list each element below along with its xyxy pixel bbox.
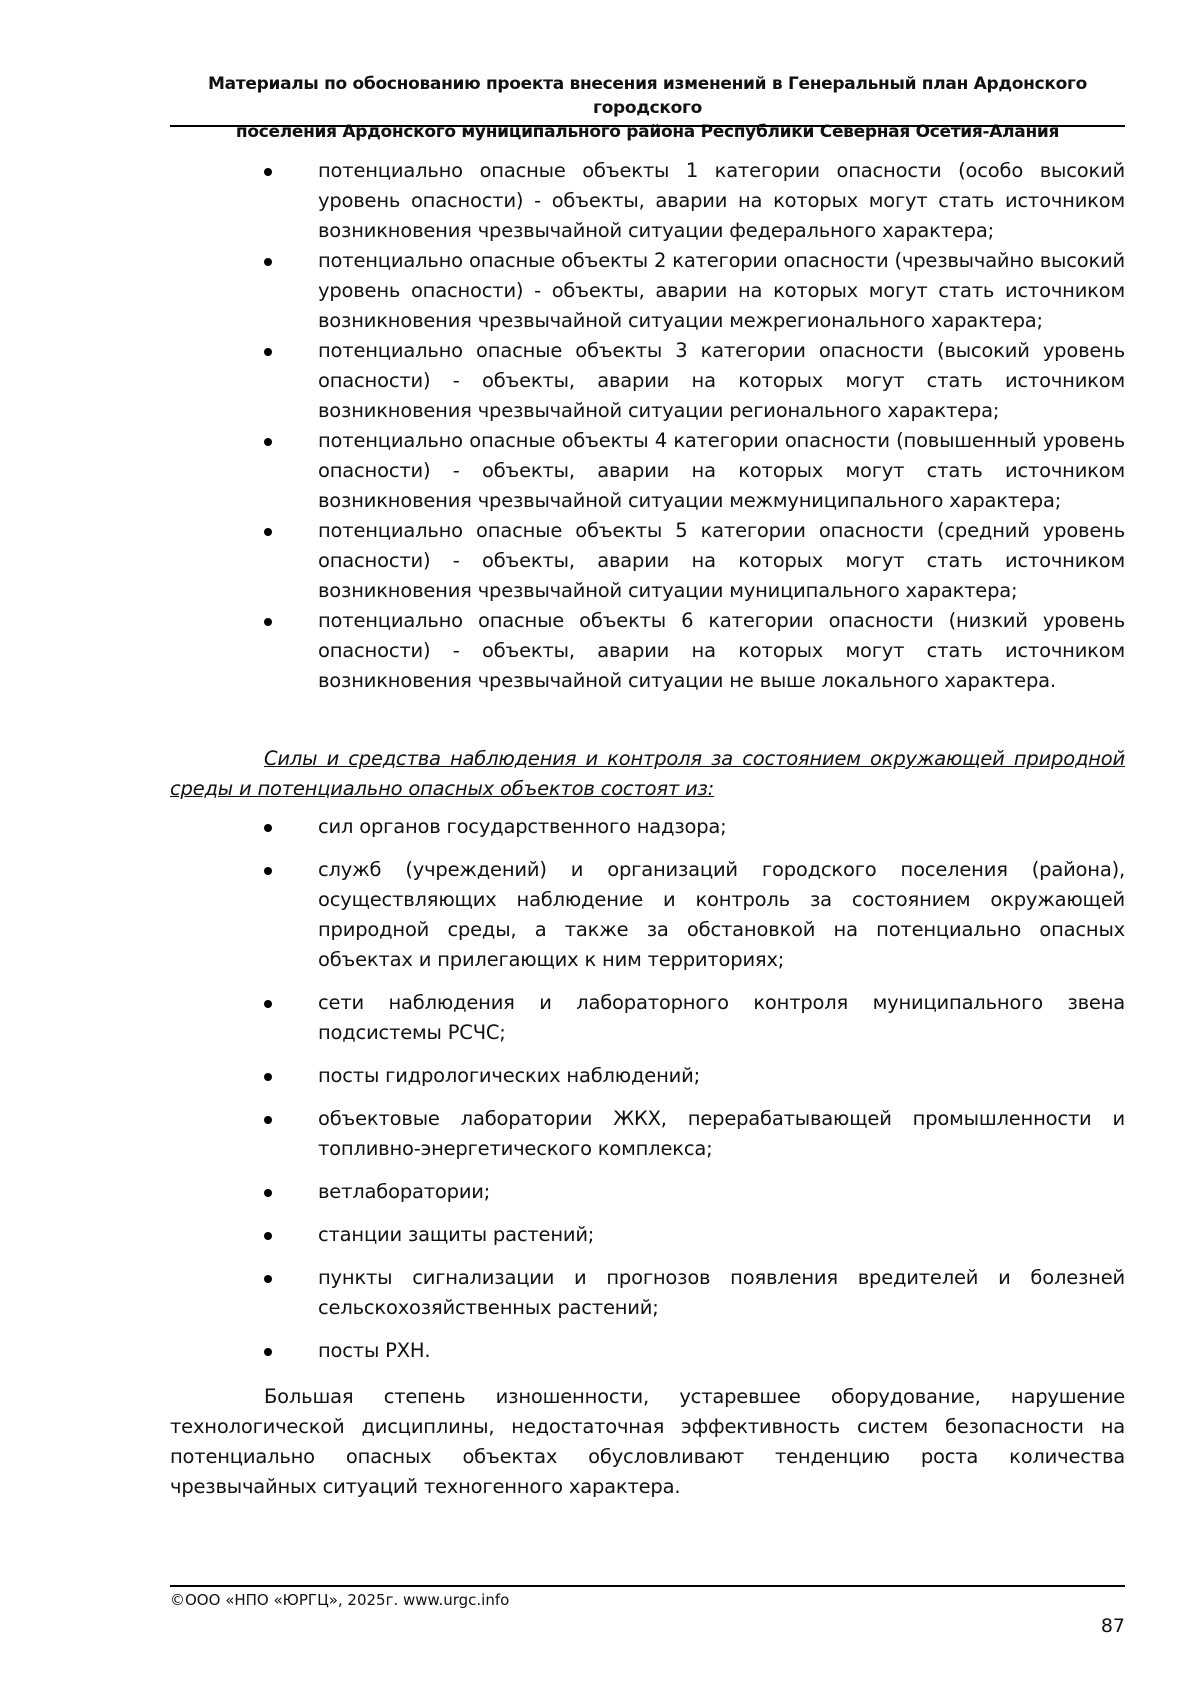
header-line-2: поселения Ардонского муниципального района Республики Северная Осетия-Алания xyxy=(235,122,1060,142)
page-number: 87 xyxy=(1100,1615,1125,1637)
forces-heading: Силы и средства наблюдения и контроля за состоянием окружающей природной среды и потенциально опасных объектов состоят из: xyxy=(170,747,1125,800)
list-item: посты РХН. xyxy=(170,1336,1125,1366)
list-item: сил органов государственного надзора; xyxy=(170,812,1125,842)
header-divider xyxy=(170,125,1125,127)
closing-paragraph: Большая степень изношенности, устаревшее оборудование, нарушение технологической дисциплины, недостаточная эффективность систем безопасности на потенциально опасных объектах обусловливают тенденцию роста количества чрезвычайных ситуаций техногенного характера. xyxy=(170,1385,1125,1498)
forces-list xyxy=(170,812,1125,1379)
bullet-icon xyxy=(264,1348,272,1356)
hazard-category-list xyxy=(170,156,1125,696)
list-item: потенциально опасные объекты 4 категории опасности (повышенный уровень опасности) - объекты, аварии на которых могут стать источником возникновения чрезвычайной ситуации межмуниципального характера; xyxy=(170,426,1125,516)
list-item: потенциально опасные объекты 6 категории опасности (низкий уровень опасности) - объекты, аварии на которых могут стать источником возникновения чрезвычайной ситуации не выше локального характера. xyxy=(170,606,1125,696)
bullet-icon xyxy=(264,1073,272,1081)
list-item: сети наблюдения и лабораторного контроля муниципального звена подсистемы РСЧС; xyxy=(170,988,1125,1048)
bullet-icon xyxy=(264,618,272,626)
list-item: служб (учреждений) и организаций городского поселения (района), осуществляющих наблюдение и контроль за состоянием окружающей природной среды, а также за обстановкой на потенциально опасных объектах и прилегающих к ним территориях; xyxy=(170,855,1125,975)
bullet-icon xyxy=(264,824,272,832)
list-item: потенциально опасные объекты 2 категории опасности (чрезвычайно высокий уровень опасности) - объекты, аварии на которых могут стать источником возникновения чрезвычайной ситуации межрегионального характера; xyxy=(170,246,1125,336)
list-item: потенциально опасные объекты 1 категории опасности (особо высокий уровень опасности) - объекты, аварии на которых могут стать источником возникновения чрезвычайной ситуации федерального характера; xyxy=(170,156,1125,246)
list-item: станции защиты растений; xyxy=(170,1220,1125,1250)
list-item: пункты сигнализации и прогнозов появления вредителей и болезней сельскохозяйственных растений; xyxy=(170,1263,1125,1323)
list-item: посты гидрологических наблюдений; xyxy=(170,1061,1125,1091)
list-item: потенциально опасные объекты 3 категории опасности (высокий уровень опасности) - объекты, аварии на которых могут стать источником возникновения чрезвычайной ситуации регионального характера; xyxy=(170,336,1125,426)
footer-copyright: ©ООО «НПО «ЮРГЦ», 2025г. www.urgc.info xyxy=(170,1591,510,1609)
bullet-icon xyxy=(264,1000,272,1008)
bullet-icon xyxy=(264,438,272,446)
bullet-icon xyxy=(264,1116,272,1124)
bullet-icon xyxy=(264,168,272,176)
document-header xyxy=(170,72,1125,144)
footer-divider xyxy=(170,1585,1125,1587)
list-item: объектовые лаборатории ЖКХ, перерабатывающей промышленности и топливно-энергетического комплекса; xyxy=(170,1104,1125,1164)
bullet-icon xyxy=(264,1232,272,1240)
bullet-icon xyxy=(264,1189,272,1197)
list-item: ветлаборатории; xyxy=(170,1177,1125,1207)
bullet-icon xyxy=(264,348,272,356)
bullet-icon xyxy=(264,867,272,875)
bullet-icon xyxy=(264,1275,272,1283)
bullet-icon xyxy=(264,528,272,536)
bullet-icon xyxy=(264,258,272,266)
list-item: потенциально опасные объекты 5 категории опасности (средний уровень опасности) - объекты, аварии на которых могут стать источником возникновения чрезвычайной ситуации муниципального характера; xyxy=(170,516,1125,606)
header-line-1: Материалы по обоснованию проекта внесения изменений в Генеральный план Ардонского городского xyxy=(208,74,1087,118)
